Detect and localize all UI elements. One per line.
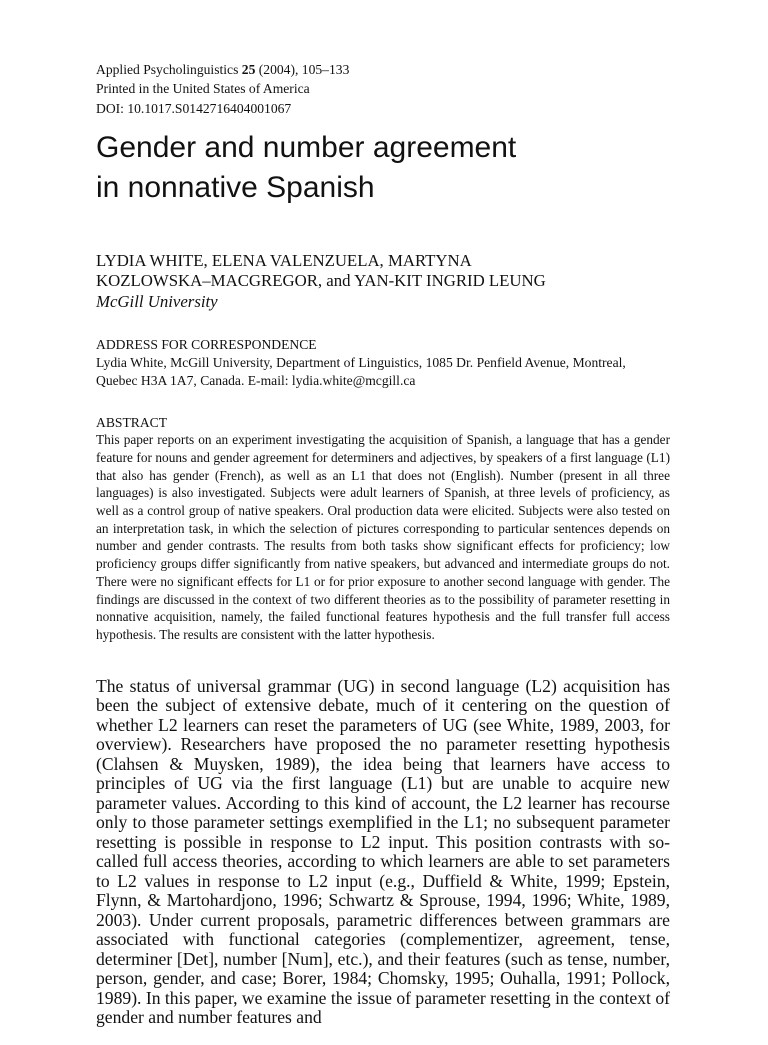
correspondence-section [96, 336, 670, 390]
journal-volume: 25 [241, 62, 256, 77]
body-paragraph: The status of universal grammar (UG) in second language (L2) acquisition has been the subject of extensive debate, much of it centering on the question of whether L2 learners can reset the parameters of UG (see White, 1989, 2003, for overview). Researchers have proposed the no parameter resetting hypothesis (Clahsen & Muysken, 1989), the idea being that learners have access to principles of UG via the first language (L1) but are unable to acquire new parameter values. According to this kind of account, the L2 learner has recourse only to those parameter settings exemplified in the L1; no subsequent parameter resetting is possible in response to L2 input. This position contrasts with so-called full access theories, according to which learners are able to set parameters to L2 values in response to L2 input (e.g., Duffield & White, 1999; Epstein, Flynn, & Martohardjono, 1996; Schwartz & Sprouse, 1994, 1996; White, 1989, 2003). Under current proposals, parametric differences between grammars are associated with functional categories (complementizer, agreement, tense, determiner [Det], number [Num], etc.), and their features (such as tense, number, person, gender, and case; Borer, 1984; Chomsky, 1995; Ouhalla, 1991; Pollock, 1989). In this paper, we examine the issue of parameter resetting in the context of gender and number features and [96, 675, 670, 1028]
journal-citation [96, 60, 670, 79]
correspondence-text: Lydia White, McGill University, Department of Linguistics, 1085 Dr. Penfield Avenue, Montreal, Quebec H3A 1A7, Canada. E-mail: lydia.white@mcgill.ca [96, 354, 626, 388]
printed-location: Printed in the United States of America [96, 81, 310, 97]
abstract-section [96, 414, 670, 644]
doi: DOI: 10.1017.S0142716404001067 [96, 100, 292, 116]
author-line-1: LYDIA WHITE, ELENA VALENZUELA, MARTYNA [96, 251, 472, 271]
journal-header [96, 60, 670, 118]
journal-name: Applied Psycholinguistics [96, 62, 242, 77]
article-page [96, 60, 670, 1045]
correspondence-label: ADDRESS FOR CORRESPONDENCE [96, 337, 317, 353]
author-line-2: KOZLOWSKA–MACGREGOR, and YAN-KIT INGRID LEUNG [96, 271, 546, 291]
author-block [96, 251, 670, 312]
title-line-2: in nonnative Spanish [96, 171, 375, 205]
abstract-text: This paper reports on an experiment investigating the acquisition of Spanish, a language that has a gender feature for nouns and gender agreement for determiners and adjectives, by speakers of a first language (L1) that also has gender (French), as well as an L1 that does not (English). Number (present in all three languages) is also investigated. Subjects were adult learners of Spanish, at three levels of proficiency, as well as a control group of native speakers. Oral production data were elicited. Subjects were also tested on an interpretation task, in which the selection of pictures corresponding to particular sentences depends on number and gender contrasts. The results from both tasks show significant effects for proficiency; low proficiency groups differ significantly from native speakers, but advanced and intermediate groups do not. There were no significant effects for L1 or for prior exposure to another second language with gender. The findings are discussed in the context of two different theories as to the possibility of parameter resetting in nonnative acquisition, namely, the failed functional features hypothesis and the full transfer full access hypothesis. The results are consistent with the latter hypothesis. [96, 432, 670, 642]
journal-year-pages: (2004), 105–133 [255, 62, 350, 77]
affiliation: McGill University [96, 292, 218, 312]
article-title [96, 128, 670, 208]
title-line-1: Gender and number agreement [96, 131, 517, 165]
abstract-label: ABSTRACT [96, 414, 168, 430]
